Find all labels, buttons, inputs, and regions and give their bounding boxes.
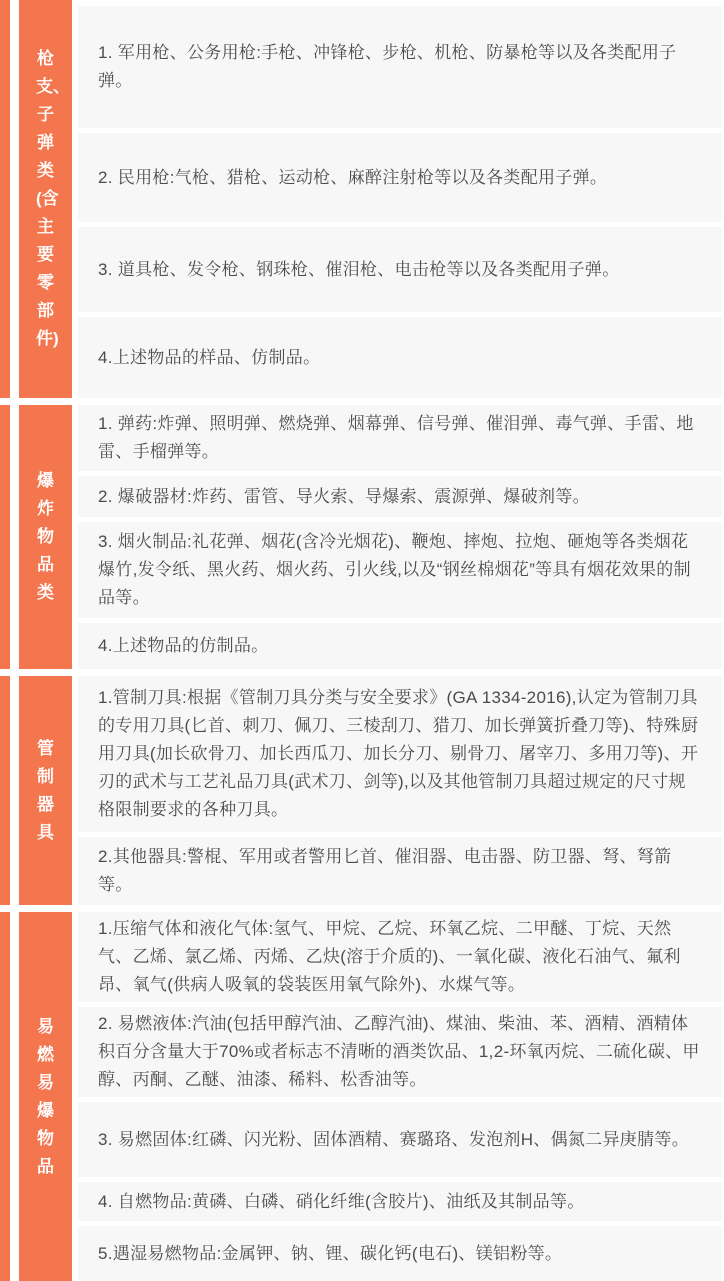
section-category-label: 易燃易爆物品 [37, 1016, 54, 1176]
item-text: 3. 烟火制品:礼花弹、烟花(含冷光烟花)、鞭炮、摔炮、拉炮、砸炮等各类烟花爆竹,发令纸、黑火药、烟火药、引火线,以及“钢丝棉烟花”等具有烟花效果的制品等。 [98, 532, 691, 607]
item-text: 2. 爆破器材:炸药、雷管、导火索、导爆索、震源弹、爆破剂等。 [98, 486, 590, 506]
section-rows [78, 676, 722, 905]
item-cell [78, 676, 722, 832]
item-cell [78, 476, 722, 517]
category-section [0, 405, 724, 669]
item-text: 1.管制刀具:根据《管制刀具分类与安全要求》(GA 1334-2016),认定为管制刀具的专用刀具(匕首、刺刀、佩刀、三棱刮刀、猎刀、加长弹簧折叠刀等)、特殊厨用刀具(加长砍骨刀、加长西瓜刀、加长分刀、剔骨刀、屠宰刀、多用刀等)、开刃的武术与工艺礼品刀具(武术刀、剑等),以及其他管制刀具超过规定的尺寸规格限制要求的各种刀具。 [98, 688, 699, 819]
item-text: 1.压缩气体和液化气体:氢气、甲烷、乙烷、环氧乙烷、二甲醚、丁烷、天然气、乙烯、氯乙烯、丙烯、乙炔(溶于介质的)、一氧化碳、液化石油气、氟利昂、氧气(供病人吸氧的袋装医用氧气除外)、水煤气等。 [98, 919, 681, 994]
item-cell [78, 405, 722, 471]
item-text: 2. 民用枪:气枪、猎枪、运动枪、麻醉注射枪等以及各类配用子弹。 [98, 167, 608, 187]
item-text: 2. 易燃液体:汽油(包括甲醇汽油、乙醇汽油)、煤油、柴油、苯、酒精、酒精体积百分含量大于70%或者标志不清晰的酒类饮品、1,2-环氧丙烷、二硫化碳、甲醇、丙酮、乙醚、油漆、稀料、松香油等。 [98, 1014, 700, 1089]
section-edge-strip [0, 676, 10, 905]
item-text: 3. 道具枪、发令枪、钢珠枪、催泪枪、电击枪等以及各类配用子弹。 [98, 259, 620, 279]
item-cell [78, 317, 722, 398]
item-cell [78, 1226, 722, 1281]
item-cell [78, 1182, 722, 1221]
item-text: 5.遇湿易燃物品:金属钾、钠、锂、碳化钙(电石)、镁铝粉等。 [98, 1243, 563, 1263]
item-text: 3. 易燃固体:红磷、闪光粉、固体酒精、赛璐珞、发泡剂H、偶氮二异庚腈等。 [98, 1129, 689, 1149]
section-edge-strip [0, 0, 10, 398]
section-edge-strip [0, 912, 10, 1281]
section-edge-strip [0, 405, 10, 669]
item-text: 4. 自燃物品:黄磷、白磷、硝化纤维(含胶片)、油纸及其制品等。 [98, 1191, 585, 1211]
section-category-cell [19, 912, 72, 1281]
item-cell [78, 6, 722, 128]
section-category-cell [19, 405, 72, 669]
item-cell [78, 522, 722, 618]
item-text: 4.上述物品的样品、仿制品。 [98, 347, 321, 367]
section-rows [78, 912, 722, 1281]
category-section [0, 912, 724, 1281]
section-rows [78, 6, 722, 398]
item-text: 1. 弹药:炸弹、照明弹、燃烧弹、烟幕弹、信号弹、催泪弹、毒气弹、手雷、地雷、手榴弹等。 [98, 414, 694, 461]
section-category-label: 爆炸物品类 [37, 471, 54, 602]
item-cell [78, 912, 722, 1002]
item-cell [78, 837, 722, 905]
item-text: 2.其他器具:警棍、军用或者警用匕首、催泪器、电击器、防卫器、弩、弩箭等。 [98, 847, 672, 894]
section-category-cell [19, 676, 72, 905]
item-text: 1. 军用枪、公务用枪:手枪、冲锋枪、步枪、机枪、防暴枪等以及各类配用子弹。 [98, 43, 677, 90]
section-category-cell [19, 0, 72, 398]
item-cell [78, 623, 722, 669]
section-category-label: 枪支、子弹类(含主要零部件) [36, 49, 70, 348]
item-cell [78, 133, 722, 222]
category-section [0, 676, 724, 905]
item-text: 4.上述物品的仿制品。 [98, 636, 269, 655]
item-cell [78, 227, 722, 312]
item-cell [78, 1102, 722, 1177]
section-category-label: 管制器具 [37, 738, 54, 842]
item-cell [78, 1007, 722, 1097]
category-section [0, 6, 724, 398]
section-rows [78, 405, 722, 669]
